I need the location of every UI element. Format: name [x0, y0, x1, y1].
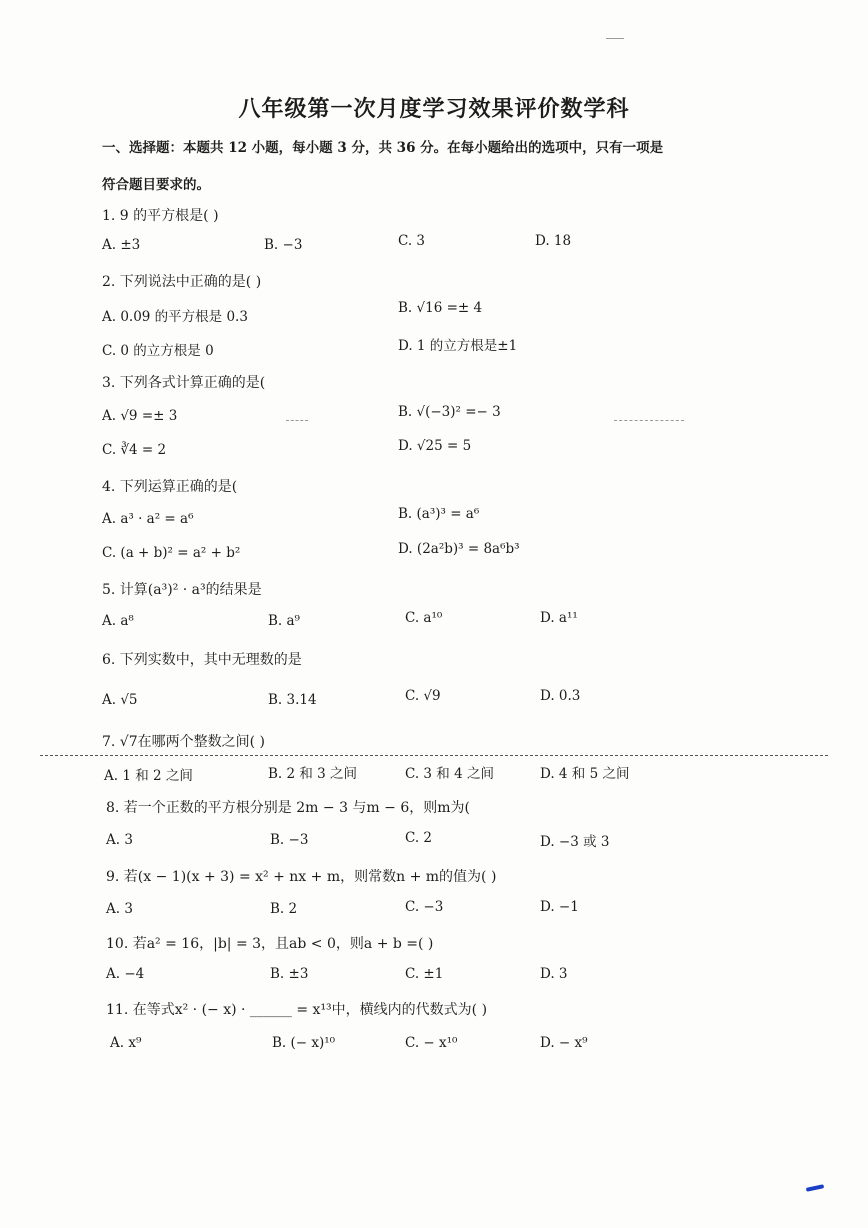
section-instruction-line2: 符合题目要求的。: [102, 177, 210, 193]
question-2-option-a: A. 0.09 的平方根是 0.3: [102, 309, 248, 325]
question-6-option-b: B. 3.14: [268, 692, 317, 708]
question-11-option-a: A. x⁹: [110, 1035, 142, 1051]
question-2-stem: 2. 下列说法中正确的是( ): [102, 274, 262, 290]
question-3-option-a: A. √9 =± 3: [102, 408, 178, 424]
question-5-option-a: A. a⁸: [102, 613, 134, 629]
question-8-stem: 8. 若一个正数的平方根分别是 2m − 3 与m − 6，则m为(: [106, 800, 470, 816]
question-7-option-c: C. 3 和 4 之间: [405, 766, 494, 782]
scan-dash: [286, 420, 308, 421]
question-3-stem: 3. 下列各式计算正确的是(: [102, 375, 266, 391]
question-8-option-a: A. 3: [106, 832, 133, 848]
question-11-stem: 11. 在等式x² · (− x) · ______ = x¹³中，横线内的代数式为( ): [106, 1002, 488, 1018]
question-10-stem: 10. 若a² = 16，|b| = 3，且ab < 0，则a + b =( ): [106, 936, 434, 952]
question-10-option-d: D. 3: [540, 966, 568, 982]
question-11-option-d: D. − x⁹: [540, 1035, 588, 1051]
scan-corner-mark: [806, 1184, 824, 1192]
question-10-option-c: C. ±1: [405, 966, 444, 982]
question-5-option-d: D. a¹¹: [540, 610, 578, 626]
scan-dash: [614, 420, 684, 421]
question-5-option-c: C. a¹⁰: [405, 610, 443, 626]
question-4-stem: 4. 下列运算正确的是(: [102, 479, 238, 495]
question-6-option-d: D. 0.3: [540, 688, 581, 704]
question-1-option-a: A. ±3: [102, 237, 141, 253]
question-7-stem: 7. √7在哪两个整数之间( ): [102, 734, 266, 750]
question-4-option-a: A. a³ · a² = a⁶: [102, 511, 194, 527]
question-10-option-a: A. −4: [106, 966, 145, 982]
question-3-option-d: D. √25 = 5: [398, 438, 472, 454]
question-1-option-d: D. 18: [535, 233, 572, 249]
question-11-option-c: C. − x¹⁰: [405, 1035, 458, 1051]
question-9-option-d: D. −1: [540, 899, 579, 915]
question-10-option-b: B. ±3: [270, 966, 309, 982]
scan-fold-line: [40, 755, 828, 756]
question-9-option-c: C. −3: [405, 899, 444, 915]
question-1-stem: 1. 9 的平方根是( ): [102, 208, 219, 224]
question-7-option-d: D. 4 和 5 之间: [540, 766, 630, 782]
question-8-option-b: B. −3: [270, 832, 309, 848]
exam-title: 八年级第一次月度学习效果评价数学科: [238, 96, 630, 122]
question-7-option-a: A. 1 和 2 之间: [104, 768, 193, 784]
question-1-option-c: C. 3: [398, 233, 426, 249]
question-2-option-d: D. 1 的立方根是±1: [398, 338, 518, 354]
question-4-option-d: D. (2a²b)³ = 8a⁶b³: [398, 541, 520, 557]
question-6-stem: 6. 下列实数中，其中无理数的是: [102, 652, 302, 668]
question-1-option-b: B. −3: [264, 237, 303, 253]
question-2-option-c: C. 0 的立方根是 0: [102, 343, 214, 359]
question-5-option-b: B. a⁹: [268, 613, 300, 629]
question-3-option-b: B. √(−3)² =− 3: [398, 404, 501, 420]
scan-mark: [606, 38, 624, 39]
question-9-option-a: A. 3: [106, 901, 133, 917]
question-3-option-c: C. ∛4 = 2: [102, 442, 167, 458]
section-instruction-line1: 一、选择题：本题共 12 小题，每小题 3 分，共 36 分。在每小题给出的选项中，只有一项是: [102, 140, 664, 156]
question-8-option-d: D. −3 或 3: [540, 834, 610, 850]
question-5-stem: 5. 计算(a³)² · a³的结果是: [102, 582, 262, 598]
question-11-option-b: B. (− x)¹⁰: [272, 1035, 336, 1051]
question-6-option-a: A. √5: [102, 692, 138, 708]
question-8-option-c: C. 2: [405, 830, 433, 846]
question-9-stem: 9. 若(x − 1)(x + 3) = x² + nx + m，则常数n + m的值为( ): [106, 869, 497, 885]
question-7-option-b: B. 2 和 3 之间: [268, 766, 358, 782]
question-9-option-b: B. 2: [270, 901, 298, 917]
question-2-option-b: B. √16 =± 4: [398, 300, 483, 316]
question-4-option-c: C. (a + b)² = a² + b²: [102, 545, 241, 561]
question-4-option-b: B. (a³)³ = a⁶: [398, 506, 480, 522]
question-6-option-c: C. √9: [405, 688, 441, 704]
